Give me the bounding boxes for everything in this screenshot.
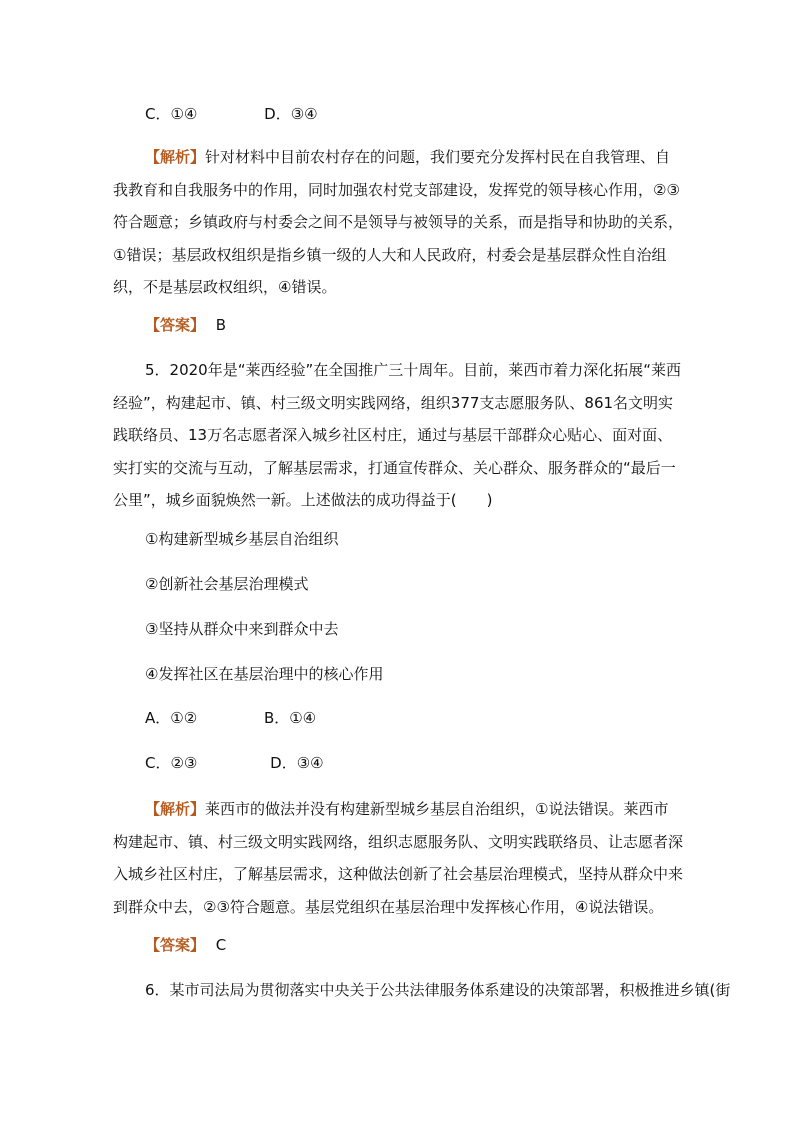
q4-answer-value: B: [215, 316, 227, 334]
q5-analysis: [113, 793, 683, 923]
q5-stem: [113, 354, 683, 517]
q4-analysis-text: 针对材料中目前农村存在的问题，我们要充分发挥村民在自我管理、自我教育和自我服务中的作用，同时加强农村党支部建设，发挥党的领导核心作用，②③符合题意；乡镇政府与村委会之间不是领导与被领导的关系，而是指导和协助的关系，①错误；基层政权组织是指乡镇一级的人大和人民政府，村委会是基层群众性自治组织，不是基层政权组织，④错误。: [113, 148, 684, 297]
q5-item-1: ①构建新型城乡基层自治组织: [145, 530, 339, 548]
q4-option-c: C．①④: [145, 105, 198, 123]
q6-stem: 6．某市司法局为贯彻落实中央关于公共法律服务体系建设的决策部署，积极推进乡镇(街: [145, 981, 731, 999]
q5-options-row-2: [145, 753, 324, 773]
q4-options-row: [145, 104, 318, 124]
q5-answer-value: C: [215, 936, 227, 954]
q5-item-3: ③坚持从群众中来到群众中去: [145, 620, 339, 638]
q5-analysis-text: 莱西市的做法并没有构建新型城乡基层自治组织，①说法错误。莱西市构建起市、镇、村三级文明实践网络，组织志愿服务队、文明实践联络员、让志愿者深入城乡社区村庄，了解基层需求，这种做法创新了社会基层治理模式，坚持从群众中来到群众中去，②③符合题意。基层党组织在基层治理中发挥核心作用，④说法错误。: [113, 800, 684, 916]
q4-answer: [145, 315, 226, 335]
q5-options-row-1: [145, 708, 316, 728]
q4-analysis-tag: 【解析】: [145, 148, 206, 166]
q5-stem-text: 5．2020年是“莱西经验”在全国推广三十周年。目前，莱西市着力深化拓展“莱西经验”，构建起市、镇、村三级文明实践网络，组织377支志愿服务队、861名文明实践联络员、13万名志愿者深入城乡社区村庄，通过与基层干部群众心贴心、面对面、实打实的交流与互动，了解基层需求，打通宣传群众、关心群众、服务群众的“最后一公里”，城乡面貌焕然一新。上述做法的成功得益于( ): [113, 361, 682, 510]
q5-item-4: ④发挥社区在基层治理中的核心作用: [145, 665, 384, 683]
q5-analysis-tag: 【解析】: [145, 800, 206, 818]
q4-answer-tag: 【答案】: [145, 316, 206, 334]
q5-item-2: ②创新社会基层治理模式: [145, 575, 309, 593]
q5-answer-tag: 【答案】: [145, 936, 206, 954]
q5-option-a: A．①②: [145, 709, 198, 727]
q5-option-b: B．①④: [263, 709, 317, 727]
q4-analysis: [113, 141, 683, 304]
q5-option-c: C．②③: [145, 754, 198, 772]
q5-answer: [145, 935, 226, 955]
q4-option-d: D．③④: [264, 105, 318, 123]
q5-option-d: D．③④: [270, 754, 324, 772]
